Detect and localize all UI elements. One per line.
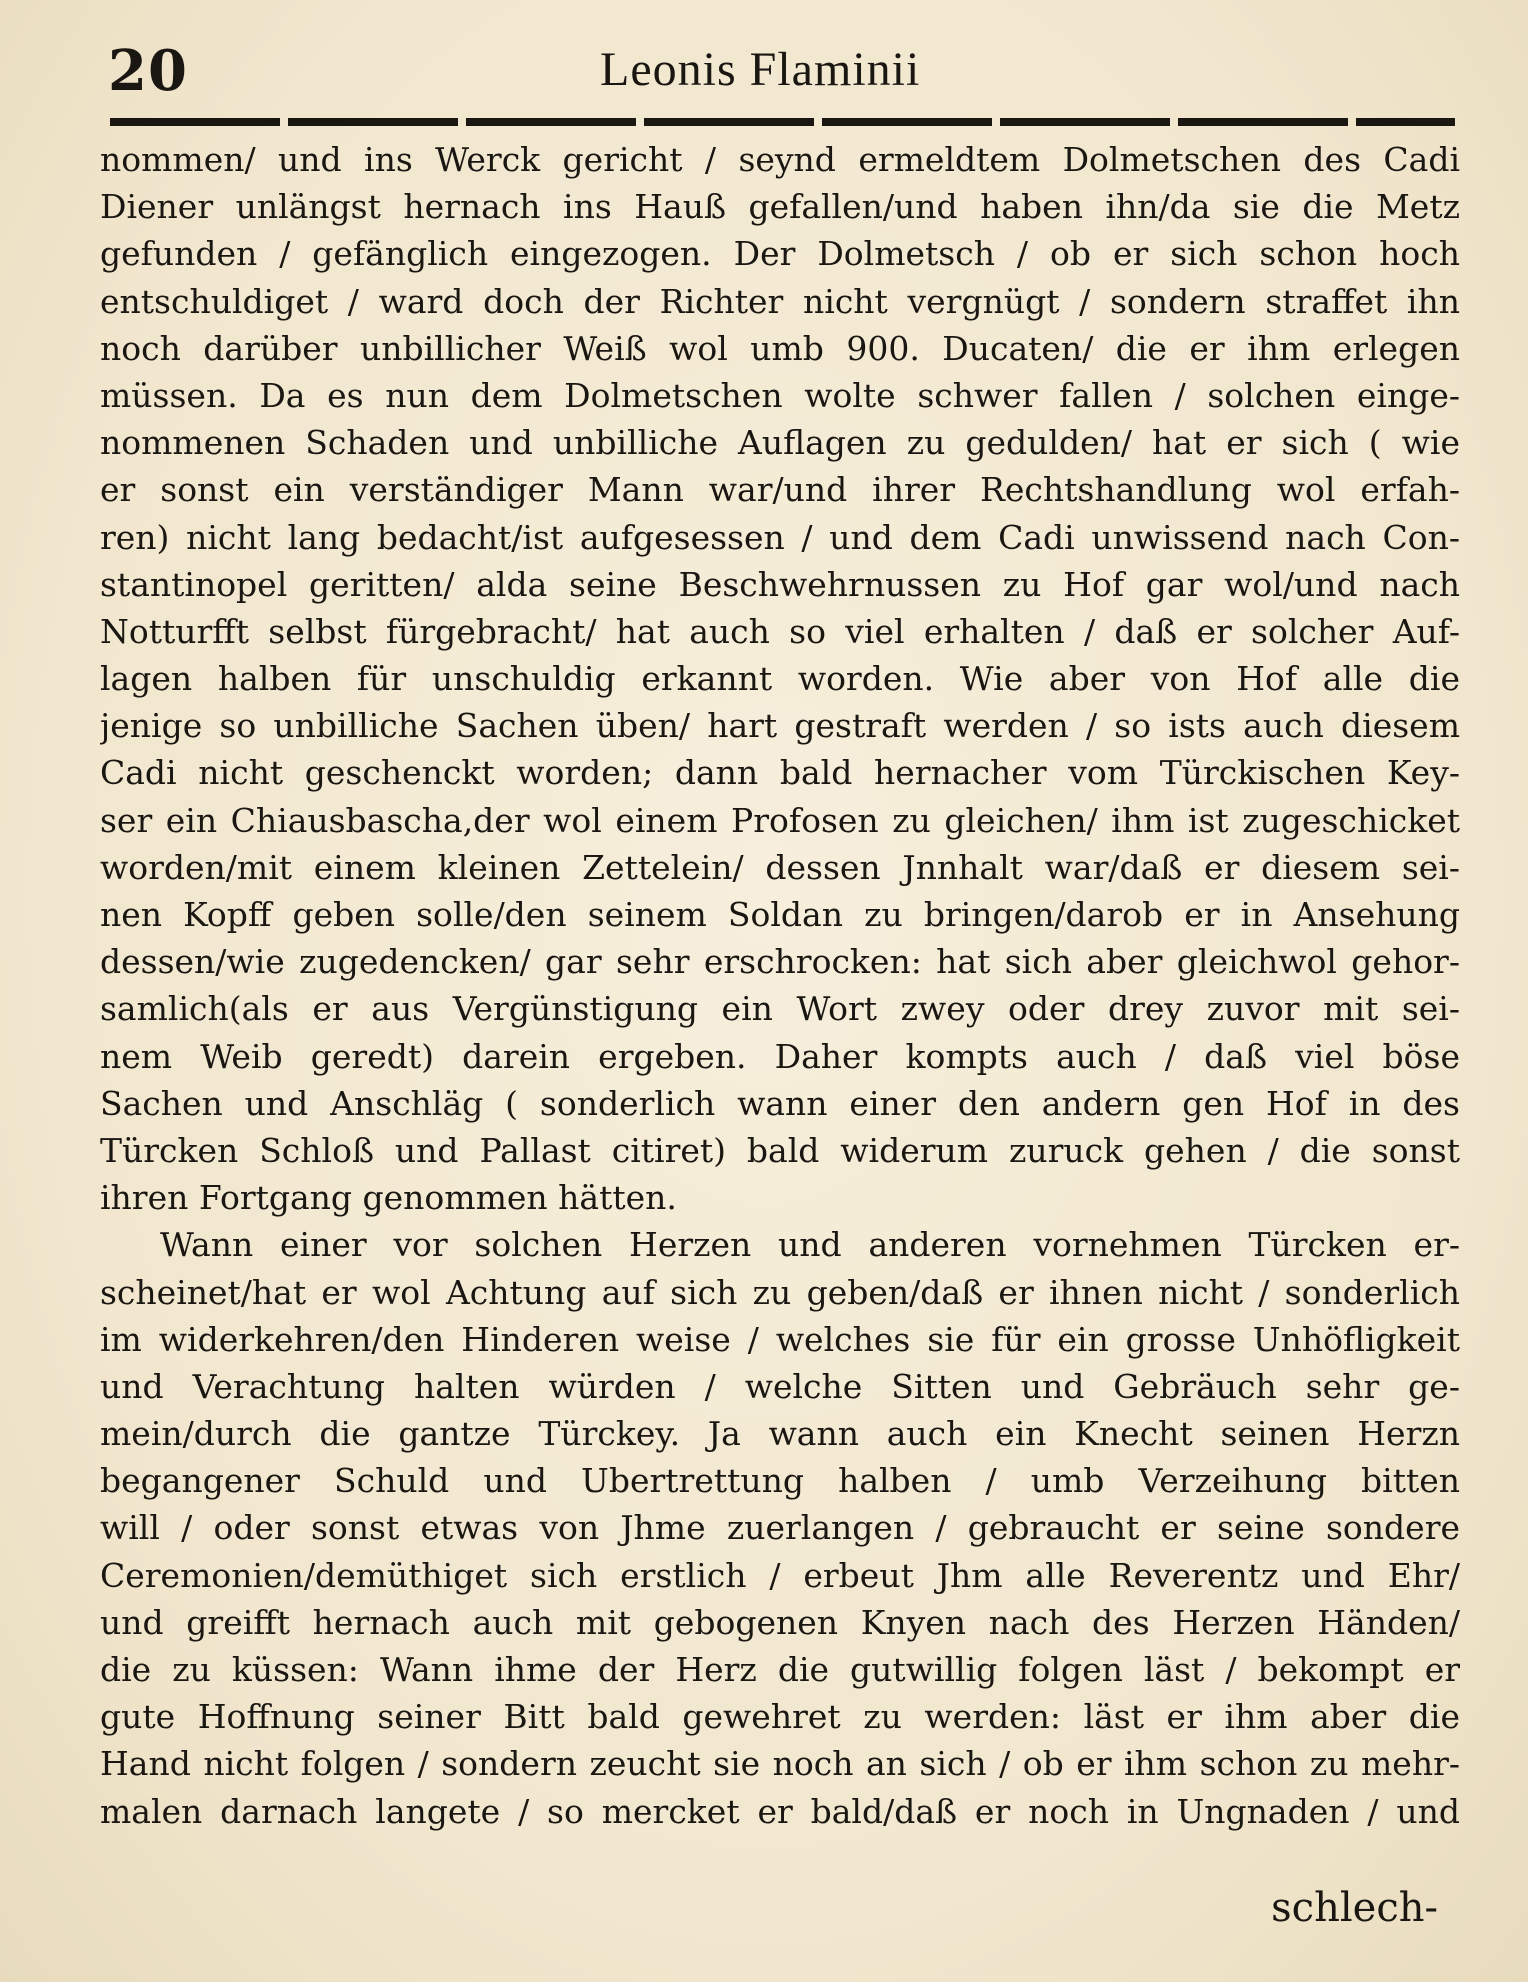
text-line: samlich(als er aus Vergünstigung ein Wort zwey oder drey zuvor mit sei-	[100, 989, 1460, 1029]
text-line: ihren Fortgang genommen hätten.	[100, 1178, 677, 1218]
text-line: begangener Schuld und Ubertrettung halben / umb Verzeihung bitten	[100, 1461, 1460, 1501]
text-line: er sonst ein verständiger Mann war/und ihrer Rechtshandlung wol erfah-	[100, 470, 1460, 510]
body-text	[100, 136, 1460, 1835]
text-line: gefunden / gefänglich eingezogen. Der Dolmetsch / ob er sich schon hoch	[100, 234, 1460, 274]
text-line: will / oder sonst etwas von Jhme zuerlangen / gebraucht er seine sondere	[100, 1508, 1460, 1548]
text-line: scheinet/hat er wol Achtung auf sich zu geben/daß er ihnen nicht / sonderlich	[100, 1272, 1460, 1312]
text-line: nem Weib geredt) darein ergeben. Daher kompts auch / daß viel böse	[100, 1036, 1460, 1076]
text-line: und Verachtung halten würden / welche Sitten und Gebräuch sehr ge-	[100, 1366, 1460, 1406]
text-line: Hand nicht folgen / sondern zeucht sie noch an sich / ob er ihm schon zu mehr-	[100, 1744, 1460, 1784]
text-line: müssen. Da es nun dem Dolmetschen wolte schwer fallen / solchen einge-	[100, 375, 1460, 415]
text-line: noch darüber unbillicher Weiß wol umb 900. Ducaten/ die er ihm erlegen	[100, 328, 1460, 368]
text-line: dessen/wie zugedencken/ gar sehr erschrocken: hat sich aber gleichwol gehor-	[100, 942, 1460, 982]
text-line: Sachen und Anschläg ( sonderlich wann einer den andern gen Hof in des	[100, 1083, 1460, 1123]
catchword: schlech-	[1271, 1885, 1438, 1931]
page-number: 20	[108, 38, 188, 104]
text-line: entschuldiget / ward doch der Richter nicht vergnügt / sondern straffet ihn	[100, 281, 1460, 321]
text-line: worden/mit einem kleinen Zettelein/ dessen Jnnhalt war/daß er diesem sei-	[100, 847, 1460, 887]
text-line: ren) nicht lang bedacht/ist aufgesessen / und dem Cadi unwissend nach Con-	[100, 517, 1460, 557]
text-line: Diener unlängst hernach ins Hauß gefallen/und haben ihn/da sie die Metz	[100, 187, 1460, 227]
text-line: nommenen Schaden und unbilliche Auflagen zu gedulden/ hat er sich ( wie	[100, 423, 1460, 463]
text-line: und greifft hernach auch mit gebogenen Knyen nach des Herzen Händen/	[100, 1602, 1460, 1642]
text-line: stantinopel geritten/ alda seine Beschwehrnussen zu Hof gar wol/und nach	[100, 564, 1460, 604]
text-line: lagen halben für unschuldig erkannt worden. Wie aber von Hof alle die	[100, 659, 1460, 699]
text-line: malen darnach langete / so mercket er bald/daß er noch in Ungnaden / und	[100, 1791, 1460, 1831]
text-line: nommen/ und ins Werck gericht / seynd ermeldtem Dolmetschen des Cadi	[100, 140, 1460, 179]
text-line: Türcken Schloß und Pallast citiret) bald widerum zuruck gehen / die sonst	[100, 1130, 1460, 1170]
text-line: mein/durch die gantze Türckey. Ja wann auch ein Knecht seinen Herzn	[100, 1414, 1460, 1454]
header-rule	[110, 118, 1455, 126]
text-line: Cadi nicht geschenckt worden; dann bald hernacher vom Türckischen Key-	[100, 753, 1460, 793]
text-line: ser ein Chiausbascha,der wol einem Profosen zu gleichen/ ihm ist zugeschicket	[100, 800, 1460, 840]
running-title: Leonis Flaminii	[600, 43, 921, 96]
text-line: Wann einer vor solchen Herzen und anderen vornehmen Türcken er-	[160, 1225, 1460, 1265]
text-line: jenige so unbilliche Sachen üben/ hart gestraft werden / so ists auch diesem	[100, 706, 1460, 746]
text-line: die zu küssen: Wann ihme der Herz die gutwillig folgen läst / bekompt er	[100, 1650, 1460, 1689]
text-line: im widerkehren/den Hinderen weise / welches sie für ein grosse Unhöfligkeit	[100, 1319, 1460, 1359]
text-line: Notturfft selbst fürgebracht/ hat auch so viel erhalten / daß er solcher Auf-	[100, 611, 1460, 651]
text-line: Ceremonien/demüthiget sich erstlich / erbeut Jhm alle Reverentz und Ehr/	[100, 1555, 1460, 1595]
text-line: gute Hoffnung seiner Bitt bald gewehret zu werden: läst er ihm aber die	[100, 1697, 1460, 1737]
text-line: nen Kopff geben solle/den seinem Soldan zu bringen/darob er in Ansehung	[100, 895, 1460, 934]
